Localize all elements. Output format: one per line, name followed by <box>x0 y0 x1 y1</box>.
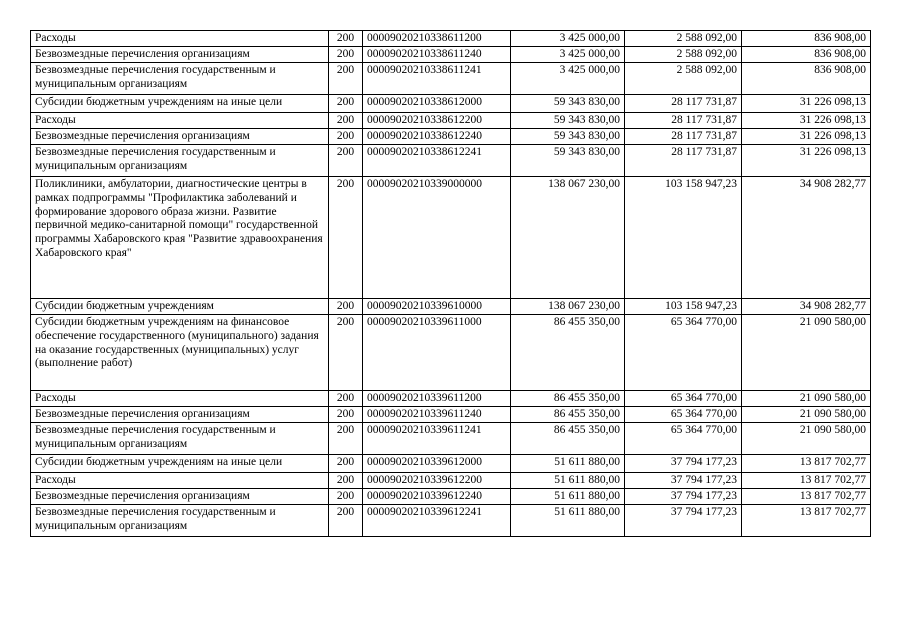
table-row <box>31 505 871 537</box>
row-remaining-amount: 31 226 098,13 <box>742 95 871 113</box>
row-admin-code: 200 <box>329 315 363 391</box>
row-admin-code: 200 <box>329 95 363 113</box>
row-plan-amount: 86 455 350,00 <box>511 423 625 455</box>
row-executed-amount: 28 117 731,87 <box>625 95 742 113</box>
row-plan-amount: 59 343 830,00 <box>511 113 625 129</box>
table-row <box>31 177 871 299</box>
row-name: Расходы <box>31 31 329 47</box>
row-remaining-amount: 34 908 282,77 <box>742 177 871 299</box>
row-remaining-amount: 21 090 580,00 <box>742 391 871 407</box>
row-budget-code: 00009020210339612200 <box>363 473 511 489</box>
row-plan-amount: 59 343 830,00 <box>511 129 625 145</box>
table-row <box>31 47 871 63</box>
row-plan-amount: 3 425 000,00 <box>511 47 625 63</box>
row-executed-amount: 65 364 770,00 <box>625 391 742 407</box>
row-plan-amount: 59 343 830,00 <box>511 95 625 113</box>
row-name: Безвозмездные перечисления организациям <box>31 129 329 145</box>
row-executed-amount: 2 588 092,00 <box>625 47 742 63</box>
row-name: Расходы <box>31 473 329 489</box>
row-plan-amount: 138 067 230,00 <box>511 177 625 299</box>
row-plan-amount: 51 611 880,00 <box>511 505 625 537</box>
row-budget-code: 00009020210339000000 <box>363 177 511 299</box>
row-executed-amount: 65 364 770,00 <box>625 407 742 423</box>
table-row <box>31 489 871 505</box>
row-name: Безвозмездные перечисления организациям <box>31 47 329 63</box>
row-remaining-amount: 31 226 098,13 <box>742 129 871 145</box>
row-plan-amount: 51 611 880,00 <box>511 455 625 473</box>
row-remaining-amount: 836 908,00 <box>742 47 871 63</box>
row-executed-amount: 37 794 177,23 <box>625 505 742 537</box>
table-row <box>31 455 871 473</box>
row-plan-amount: 51 611 880,00 <box>511 489 625 505</box>
table-row <box>31 407 871 423</box>
row-name: Субсидии бюджетным учреждениям на финансовое обеспечение государственного (муниципального) задания на оказание государственных (муниципальных) услуг (выполнение работ) <box>31 315 329 391</box>
row-name: Безвозмездные перечисления государственным и муниципальным организациям <box>31 423 329 455</box>
row-executed-amount: 37 794 177,23 <box>625 473 742 489</box>
row-budget-code: 00009020210339611200 <box>363 391 511 407</box>
row-executed-amount: 28 117 731,87 <box>625 129 742 145</box>
row-executed-amount: 37 794 177,23 <box>625 489 742 505</box>
row-remaining-amount: 836 908,00 <box>742 63 871 95</box>
row-plan-amount: 86 455 350,00 <box>511 315 625 391</box>
row-admin-code: 200 <box>329 391 363 407</box>
row-remaining-amount: 13 817 702,77 <box>742 505 871 537</box>
row-plan-amount: 59 343 830,00 <box>511 145 625 177</box>
row-name: Расходы <box>31 391 329 407</box>
row-name: Безвозмездные перечисления организациям <box>31 489 329 505</box>
table-row <box>31 315 871 391</box>
table-row <box>31 299 871 315</box>
row-admin-code: 200 <box>329 31 363 47</box>
row-budget-code: 00009020210338612000 <box>363 95 511 113</box>
row-admin-code: 200 <box>329 145 363 177</box>
row-budget-code: 00009020210339612000 <box>363 455 511 473</box>
row-name: Субсидии бюджетным учреждениям на иные цели <box>31 95 329 113</box>
table-row <box>31 113 871 129</box>
table-row <box>31 423 871 455</box>
table-row <box>31 95 871 113</box>
row-remaining-amount: 21 090 580,00 <box>742 407 871 423</box>
row-plan-amount: 86 455 350,00 <box>511 391 625 407</box>
row-admin-code: 200 <box>329 177 363 299</box>
row-name: Безвозмездные перечисления организациям <box>31 407 329 423</box>
row-remaining-amount: 13 817 702,77 <box>742 473 871 489</box>
row-budget-code: 00009020210338612240 <box>363 129 511 145</box>
row-name: Субсидии бюджетным учреждениям <box>31 299 329 315</box>
row-budget-code: 00009020210338611200 <box>363 31 511 47</box>
row-budget-code: 00009020210338611241 <box>363 63 511 95</box>
row-executed-amount: 65 364 770,00 <box>625 423 742 455</box>
row-plan-amount: 86 455 350,00 <box>511 407 625 423</box>
row-remaining-amount: 21 090 580,00 <box>742 315 871 391</box>
table-row <box>31 63 871 95</box>
table-row <box>31 31 871 47</box>
row-executed-amount: 2 588 092,00 <box>625 31 742 47</box>
row-executed-amount: 28 117 731,87 <box>625 113 742 129</box>
row-admin-code: 200 <box>329 455 363 473</box>
row-admin-code: 200 <box>329 47 363 63</box>
table-row <box>31 391 871 407</box>
row-admin-code: 200 <box>329 63 363 95</box>
row-executed-amount: 103 158 947,23 <box>625 177 742 299</box>
row-admin-code: 200 <box>329 299 363 315</box>
row-budget-code: 00009020210339611000 <box>363 315 511 391</box>
row-name: Субсидии бюджетным учреждениям на иные цели <box>31 455 329 473</box>
row-admin-code: 200 <box>329 505 363 537</box>
row-budget-code: 00009020210339612241 <box>363 505 511 537</box>
row-budget-code: 00009020210339610000 <box>363 299 511 315</box>
row-plan-amount: 3 425 000,00 <box>511 63 625 95</box>
row-remaining-amount: 13 817 702,77 <box>742 455 871 473</box>
row-remaining-amount: 31 226 098,13 <box>742 145 871 177</box>
row-plan-amount: 138 067 230,00 <box>511 299 625 315</box>
row-admin-code: 200 <box>329 489 363 505</box>
row-budget-code: 00009020210339612240 <box>363 489 511 505</box>
row-remaining-amount: 31 226 098,13 <box>742 113 871 129</box>
table-row <box>31 145 871 177</box>
row-name: Расходы <box>31 113 329 129</box>
row-remaining-amount: 13 817 702,77 <box>742 489 871 505</box>
row-plan-amount: 51 611 880,00 <box>511 473 625 489</box>
row-remaining-amount: 836 908,00 <box>742 31 871 47</box>
row-executed-amount: 65 364 770,00 <box>625 315 742 391</box>
row-admin-code: 200 <box>329 423 363 455</box>
row-admin-code: 200 <box>329 113 363 129</box>
row-budget-code: 00009020210338612200 <box>363 113 511 129</box>
row-executed-amount: 2 588 092,00 <box>625 63 742 95</box>
row-executed-amount: 103 158 947,23 <box>625 299 742 315</box>
row-plan-amount: 3 425 000,00 <box>511 31 625 47</box>
row-admin-code: 200 <box>329 129 363 145</box>
row-admin-code: 200 <box>329 407 363 423</box>
row-remaining-amount: 34 908 282,77 <box>742 299 871 315</box>
row-name: Безвозмездные перечисления государственным и муниципальным организациям <box>31 505 329 537</box>
row-name: Безвозмездные перечисления государственным и муниципальным организациям <box>31 63 329 95</box>
budget-execution-table <box>30 30 871 537</box>
row-remaining-amount: 21 090 580,00 <box>742 423 871 455</box>
row-admin-code: 200 <box>329 473 363 489</box>
row-budget-code: 00009020210339611241 <box>363 423 511 455</box>
row-executed-amount: 28 117 731,87 <box>625 145 742 177</box>
row-budget-code: 00009020210338612241 <box>363 145 511 177</box>
row-executed-amount: 37 794 177,23 <box>625 455 742 473</box>
row-name: Поликлиники, амбулатории, диагностические центры в рамках подпрограммы "Профилактика заболеваний и формирование здорового образа жизни. Развитие первичной медико-санитарной помощи" государственной программы Хабаровского края "Развитие здравоохранения Хабаровского края" <box>31 177 329 299</box>
row-name: Безвозмездные перечисления государственным и муниципальным организациям <box>31 145 329 177</box>
table-row <box>31 473 871 489</box>
table-row <box>31 129 871 145</box>
row-budget-code: 00009020210338611240 <box>363 47 511 63</box>
row-budget-code: 00009020210339611240 <box>363 407 511 423</box>
